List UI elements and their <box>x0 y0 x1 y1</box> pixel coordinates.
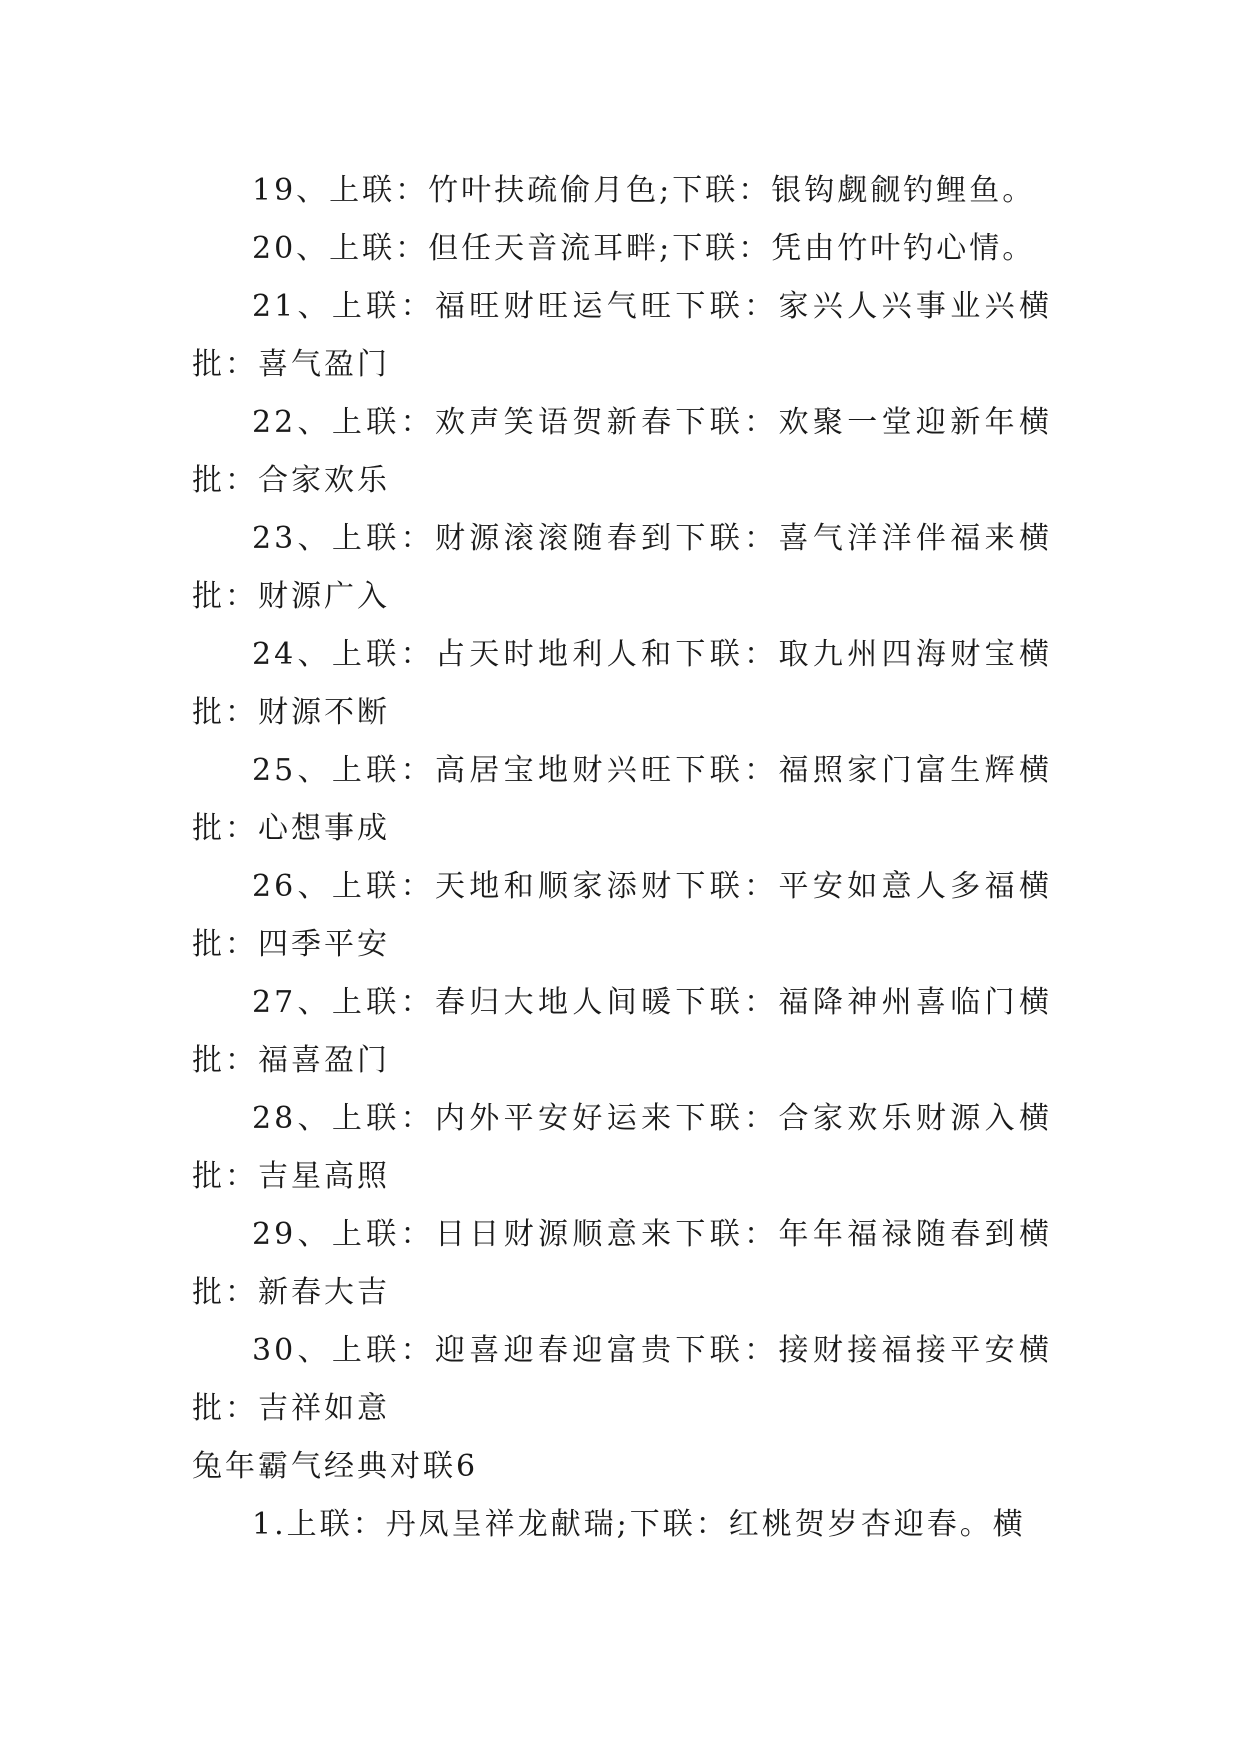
couplet-paragraph-30: 30、上联：迎喜迎春迎富贵下联：接财接福接平安横批：吉祥如意 <box>192 1333 1052 1426</box>
couplet-paragraph-25: 25、上联：高居宝地财兴旺下联：福照家门富生辉横批：心想事成 <box>192 753 1052 846</box>
document-body <box>192 162 1052 1554</box>
section-heading: 兔年霸气经典对联6 <box>192 1449 479 1484</box>
couplet-paragraph-22: 22、上联：欢声笑语贺新春下联：欢聚一堂迎新年横批：合家欢乐 <box>192 405 1052 498</box>
couplet-paragraph-24: 24、上联：占天时地利人和下联：取九州四海财宝横批：财源不断 <box>192 637 1052 730</box>
couplet-paragraph-21: 21、上联：福旺财旺运气旺下联：家兴人兴事业兴横批：喜气盈门 <box>192 289 1052 382</box>
couplet-paragraph-29: 29、上联：日日财源顺意来下联：年年福禄随春到横批：新春大吉 <box>192 1217 1052 1310</box>
couplet-paragraph-19: 19、上联：竹叶扶疏偷月色;下联：银钩觑觎钓鲤鱼。 <box>252 173 1036 208</box>
couplet-paragraph-27: 27、上联：春归大地人间暖下联：福降神州喜临门横批：福喜盈门 <box>192 985 1052 1078</box>
couplet-paragraph-28: 28、上联：内外平安好运来下联：合家欢乐财源入横批：吉星高照 <box>192 1101 1052 1194</box>
couplet-paragraph-23: 23、上联：财源滚滚随春到下联：喜气洋洋伴福来横批：财源广入 <box>192 521 1052 614</box>
couplet-paragraph-26: 26、上联：天地和顺家添财下联：平安如意人多福横批：四季平安 <box>192 869 1052 962</box>
couplet-paragraph-20: 20、上联：但任天音流耳畔;下联：凭由竹叶钓心情。 <box>252 231 1036 266</box>
couplet-paragraph-1: 1.上联：丹凤呈祥龙献瑞;下联：红桃贺岁杏迎春。横 <box>252 1507 1026 1542</box>
